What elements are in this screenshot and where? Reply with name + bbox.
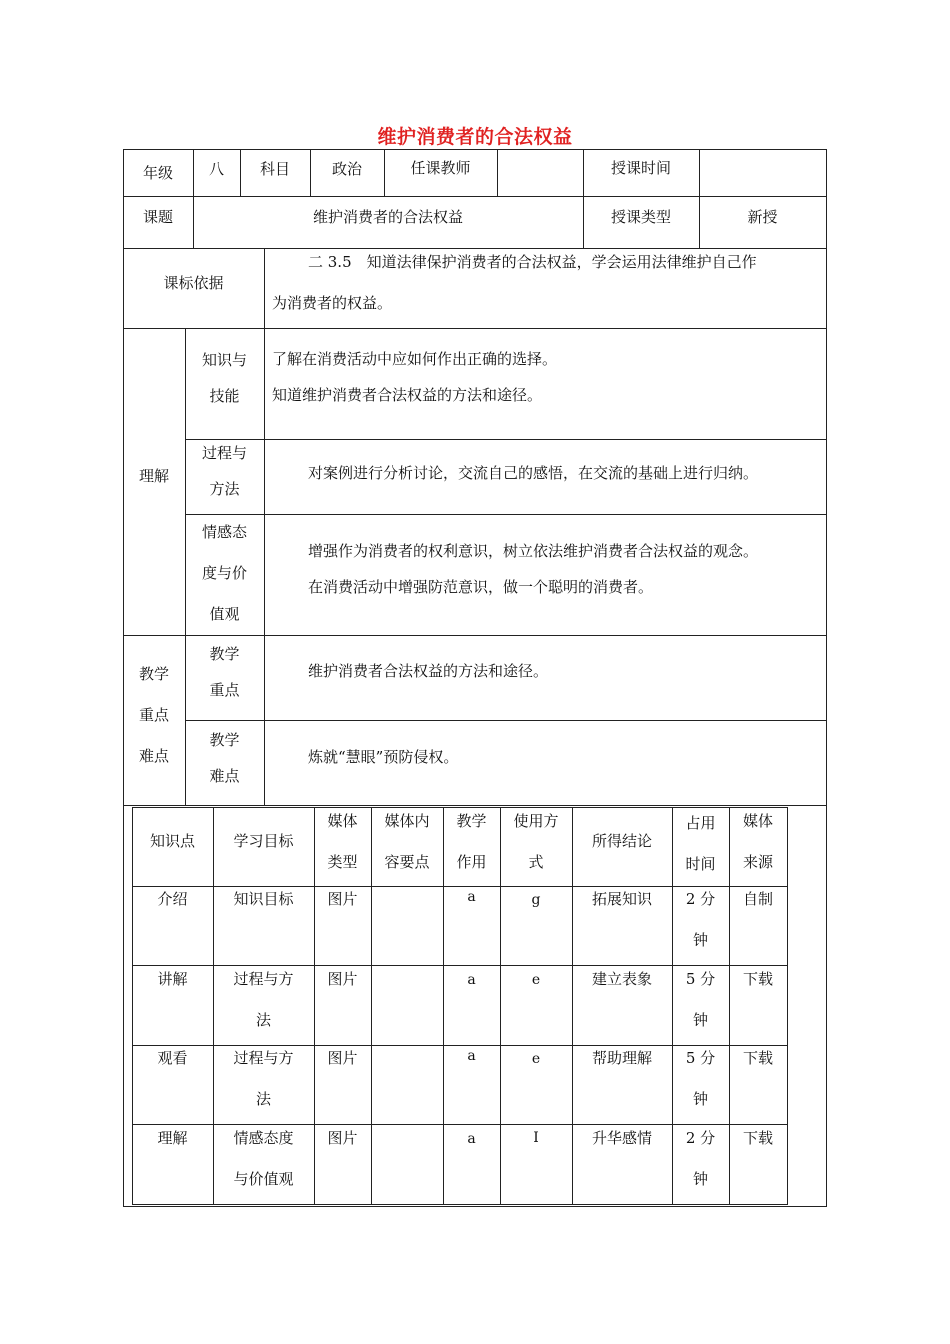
row-time: 2 分 钟	[685, 1129, 716, 1188]
subject-value: 政治	[331, 159, 362, 178]
row-method: I	[533, 1130, 539, 1146]
key-difficulty-label: 教学 重点 难点	[138, 665, 169, 765]
topic-label: 课题	[142, 208, 173, 226]
document-title: 维护消费者的合法权益	[377, 126, 573, 148]
grade-value: 八	[208, 159, 224, 178]
row-goal: 知识目标	[233, 890, 294, 908]
process-label: 过程与 方法	[201, 444, 247, 498]
header-learning-goal: 学习目标	[233, 832, 294, 850]
header-knowledge-point: 知识点	[149, 832, 195, 850]
header-teaching-role: 教学 作用	[456, 812, 487, 871]
type-value: 新授	[747, 208, 778, 226]
emotion-label: 情感态 度与价 值观	[201, 523, 247, 623]
topic-value: 维护消费者的合法权益	[312, 208, 463, 226]
row-role: a	[467, 972, 476, 988]
time-value	[699, 149, 826, 188]
header-media-type: 媒体 类型	[327, 812, 358, 871]
grade-label: 年级	[142, 163, 173, 182]
row-time: 2 分 钟	[685, 890, 716, 949]
basis-line-1: 二 3.5 知道法律保护消费者的合法权益，学会运用法律维护自己作	[308, 253, 757, 271]
header-usage-method: 使用方 式	[513, 812, 559, 871]
row-method: g	[531, 892, 541, 908]
row-source: 下载	[742, 1129, 773, 1147]
header-media-content: 媒体内 容要点	[384, 812, 430, 871]
difficulty-label: 教学 难点	[209, 731, 240, 785]
type-label: 授课类型	[610, 208, 671, 226]
row-conclusion: 建立表象	[591, 970, 652, 988]
row-role: a	[467, 1131, 476, 1147]
difficulty-text: 炼就“慧眼”预防侵权。	[308, 748, 459, 766]
row-goal: 过程与方 法	[233, 970, 294, 1029]
basis-line-2: 为消费者的权益。	[272, 294, 393, 312]
basis-label: 课标依据	[163, 274, 224, 292]
row-goal: 情感态度 与价值观	[233, 1129, 294, 1188]
row-type: 图片	[327, 890, 358, 908]
process-text: 对案例进行分析讨论，交流自己的感悟，在交流的基础上进行归纳。	[308, 464, 759, 482]
row-time: 5 分 钟	[685, 970, 716, 1029]
row-conclusion: 拓展知识	[591, 890, 652, 908]
row-goal: 过程与方 法	[233, 1049, 294, 1108]
row-conclusion: 帮助理解	[591, 1049, 652, 1067]
row-method: e	[531, 972, 541, 988]
row-point: 理解	[157, 1129, 188, 1147]
knowledge-label: 知识与 技能	[201, 351, 247, 405]
row-type: 图片	[327, 1129, 358, 1147]
row-source: 下载	[742, 1049, 773, 1067]
emotion-text-1: 增强作为消费者的权利意识，树立依法维护消费者合法权益的观念。	[308, 542, 759, 560]
focus-label: 教学 重点	[209, 645, 240, 699]
knowledge-text-1: 了解在消费活动中应如何作出正确的选择。	[272, 350, 558, 368]
row-role: a	[467, 1048, 476, 1064]
teacher-value	[497, 149, 583, 188]
teacher-label: 任课教师	[410, 158, 471, 177]
row-point: 观看	[157, 1049, 188, 1067]
header-conclusion: 所得结论	[591, 832, 652, 850]
header-source: 媒体 来源	[742, 812, 773, 871]
time-label: 授课时间	[610, 158, 671, 177]
focus-text: 维护消费者合法权益的方法和途径。	[308, 662, 549, 680]
knowledge-text-2: 知道维护消费者合法权益的方法和途径。	[272, 386, 543, 404]
row-role: a	[467, 889, 476, 905]
row-type: 图片	[327, 1049, 358, 1067]
row-conclusion: 升华感情	[591, 1129, 652, 1147]
row-source: 下载	[742, 970, 773, 988]
header-time: 占用 时间	[685, 814, 716, 873]
row-type: 图片	[327, 970, 358, 988]
subject-label: 科目	[259, 159, 290, 178]
row-point: 讲解	[157, 970, 188, 988]
row-method: e	[531, 1051, 541, 1067]
row-time: 5 分 钟	[685, 1049, 716, 1108]
row-point: 介绍	[157, 890, 188, 908]
row-source: 自制	[742, 890, 773, 908]
emotion-text-2: 在消费活动中增强防范意识，做一个聪明的消费者。	[308, 578, 654, 596]
understanding-label: 理解	[138, 467, 169, 485]
